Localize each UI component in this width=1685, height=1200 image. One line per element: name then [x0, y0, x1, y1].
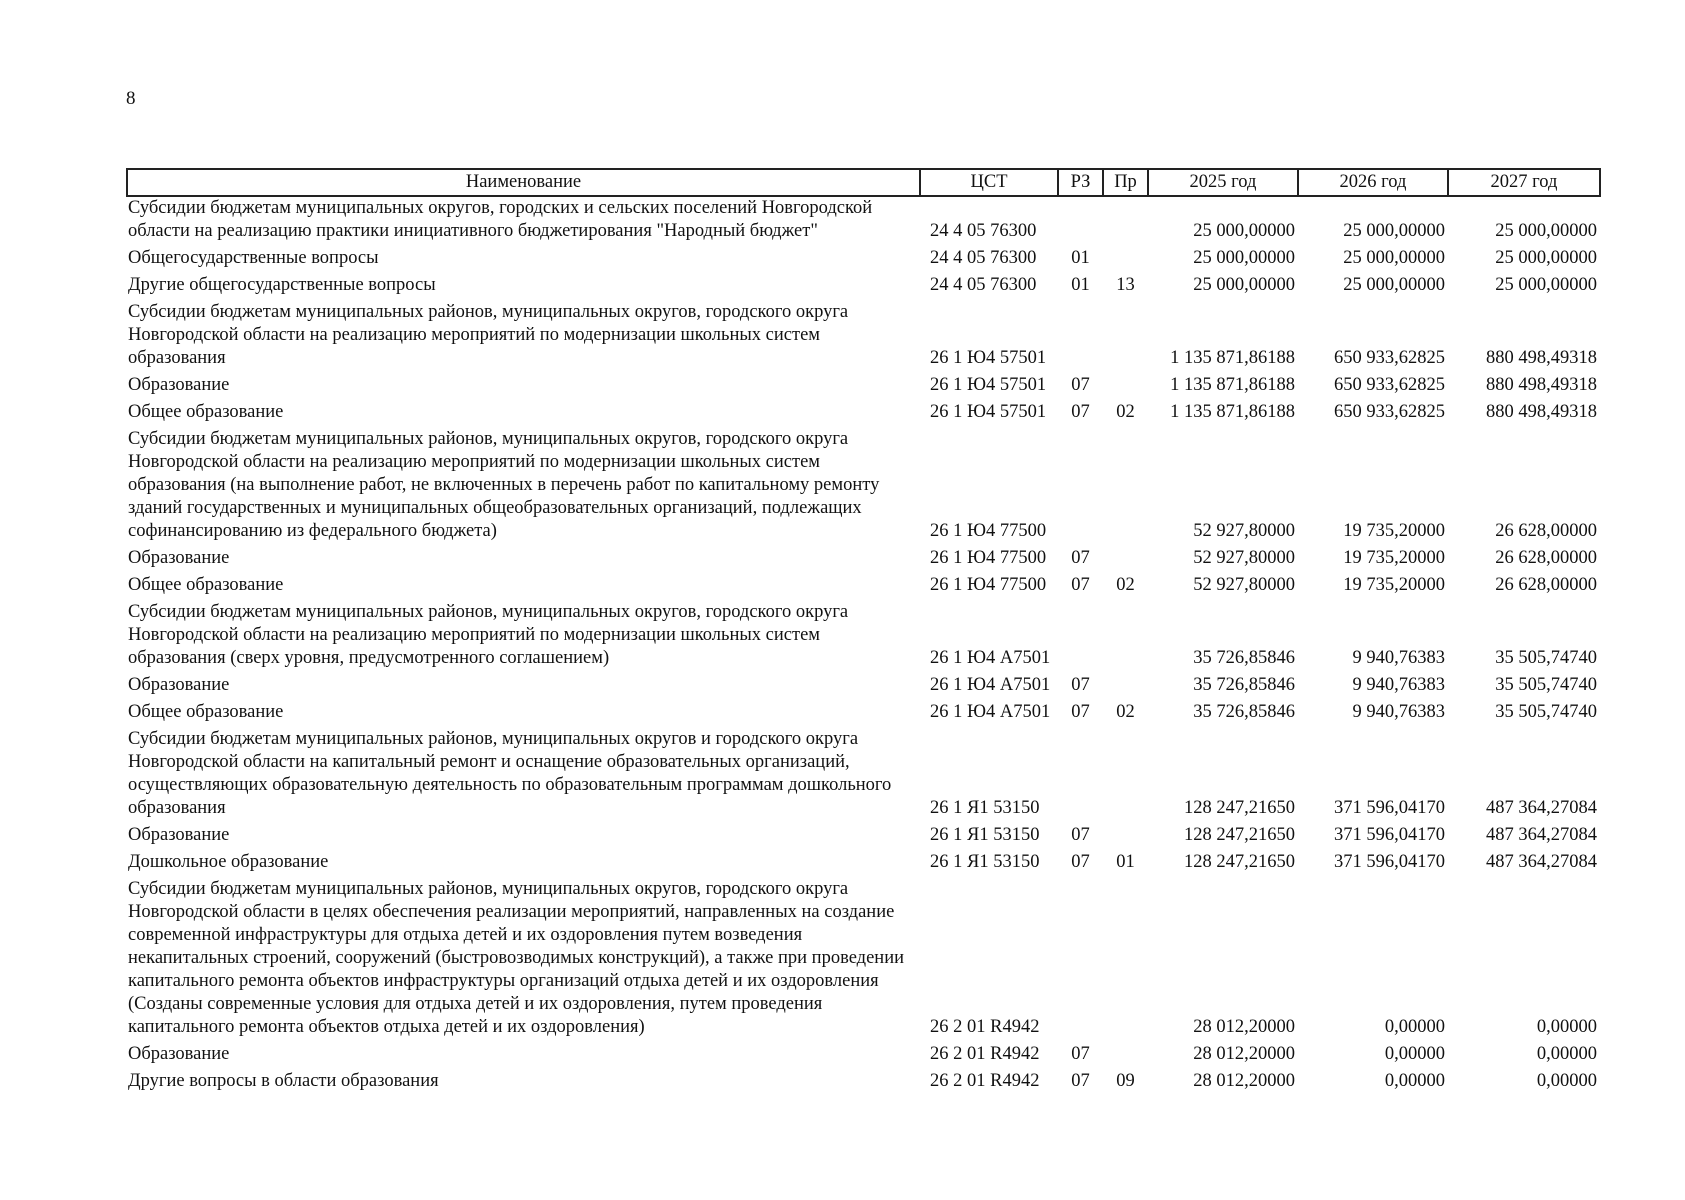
table-row: [127, 274, 1600, 301]
row-cst: 26 2 01 R4942: [930, 1071, 1040, 1091]
row-rz: 07: [1071, 1044, 1090, 1064]
row-2026: 25 000,00000: [1343, 221, 1445, 241]
row-pr: [1103, 247, 1148, 274]
row-2027: 880 498,49318: [1486, 348, 1597, 368]
row-2026: 650 933,62825: [1334, 375, 1445, 395]
row-rz: 07: [1071, 825, 1090, 845]
row-name: Субсидии бюджетам муниципальных районов, муниципальных округов, городского округа Новгородской области на реализацию мероприятий по модернизации школьных систем образования: [128, 302, 849, 368]
row-2027: 25 000,00000: [1495, 275, 1597, 295]
row-rz: 01: [1071, 275, 1090, 295]
row-pr: [1103, 547, 1148, 574]
table-row: [127, 701, 1600, 728]
row-2025: 1 135 871,86188: [1170, 348, 1295, 368]
row-2025: 25 000,00000: [1193, 221, 1295, 241]
row-name: Общее образование: [128, 402, 284, 422]
row-pr: 02: [1116, 702, 1135, 722]
table-row: [127, 601, 1600, 674]
row-pr: 01: [1116, 852, 1135, 872]
row-name: Образование: [128, 825, 230, 845]
table-body: [127, 196, 1600, 1097]
row-2025: 25 000,00000: [1193, 275, 1295, 295]
row-2026: 9 940,76383: [1352, 675, 1445, 695]
row-2027: 35 505,74740: [1495, 648, 1597, 668]
table-row: [127, 196, 1600, 247]
row-2025: 128 247,21650: [1184, 798, 1295, 818]
row-cst: 26 1 Ю4 57501: [930, 375, 1047, 395]
row-rz: [1058, 428, 1103, 547]
row-cst: 26 1 Ю4 А7501: [930, 648, 1051, 668]
row-name: Другие вопросы в области образования: [128, 1071, 439, 1091]
table-row: [127, 1043, 1600, 1070]
row-2026: 19 735,20000: [1343, 521, 1445, 541]
row-rz: 07: [1071, 402, 1090, 422]
row-2026: 650 933,62825: [1334, 402, 1445, 422]
table-row: [127, 728, 1600, 824]
row-cst: 26 2 01 R4942: [930, 1017, 1040, 1037]
row-cst: 26 1 Ю4 57501: [930, 348, 1047, 368]
row-2027: 880 498,49318: [1486, 375, 1597, 395]
row-rz: 07: [1071, 852, 1090, 872]
row-pr: [1103, 601, 1148, 674]
header-rz: РЗ: [1058, 169, 1103, 196]
row-2025: 28 012,20000: [1193, 1017, 1295, 1037]
row-2027: 35 505,74740: [1495, 675, 1597, 695]
table-header: [127, 169, 1600, 196]
table-row: [127, 547, 1600, 574]
row-name: Образование: [128, 675, 230, 695]
row-cst: 26 1 Ю4 77500: [930, 521, 1047, 541]
row-cst: 26 1 Ю4 А7501: [930, 675, 1051, 695]
row-2026: 371 596,04170: [1334, 852, 1445, 872]
row-rz: [1058, 196, 1103, 247]
row-2026: 9 940,76383: [1352, 648, 1445, 668]
page-number: 8: [126, 88, 136, 109]
row-rz: 07: [1071, 1071, 1090, 1091]
row-rz: [1058, 728, 1103, 824]
row-name: Общее образование: [128, 702, 284, 722]
row-2025: 52 927,80000: [1193, 575, 1295, 595]
row-2027: 0,00000: [1536, 1071, 1597, 1091]
row-2025: 25 000,00000: [1193, 248, 1295, 268]
row-cst: 24 4 05 76300: [930, 275, 1037, 295]
row-pr: [1103, 674, 1148, 701]
row-name: Субсидии бюджетам муниципальных районов, муниципальных округов, городского округа Новгородской области на реализацию мероприятий по модернизации школьных систем образования (на выполнение работ, не включенных в перечень работ по капитальному ремонту зданий государственных и муниципальных общеобразовательных организаций, подлежащих софинансированию из федерального бюджета): [128, 429, 880, 541]
row-2027: 487 364,27084: [1486, 825, 1597, 845]
row-name: Общее образование: [128, 575, 284, 595]
row-2025: 35 726,85846: [1193, 675, 1295, 695]
row-2026: 371 596,04170: [1334, 825, 1445, 845]
row-2025: 52 927,80000: [1193, 548, 1295, 568]
row-2027: 25 000,00000: [1495, 221, 1597, 241]
row-2027: 26 628,00000: [1495, 548, 1597, 568]
row-rz: 07: [1071, 375, 1090, 395]
row-pr: 02: [1116, 402, 1135, 422]
row-2026: 25 000,00000: [1343, 248, 1445, 268]
row-2025: 128 247,21650: [1184, 852, 1295, 872]
row-2027: 26 628,00000: [1495, 575, 1597, 595]
row-cst: 26 1 Я1 53150: [930, 852, 1040, 872]
row-name: Другие общегосударственные вопросы: [128, 275, 436, 295]
row-name: Субсидии бюджетам муниципальных округов, городских и сельских поселений Новгородской области на реализацию практики инициативного бюджетирования "Народный бюджет": [128, 198, 873, 241]
row-pr: [1103, 878, 1148, 1043]
row-pr: [1103, 196, 1148, 247]
header-pr: Пр: [1103, 169, 1148, 196]
row-2027: 487 364,27084: [1486, 852, 1597, 872]
row-rz: 07: [1071, 675, 1090, 695]
header-2025: 2025 год: [1148, 169, 1298, 196]
row-rz: [1058, 601, 1103, 674]
row-cst: 26 2 01 R4942: [930, 1044, 1040, 1064]
row-cst: 26 1 Ю4 А7501: [930, 702, 1051, 722]
row-2025: 28 012,20000: [1193, 1044, 1295, 1064]
row-name: Образование: [128, 1044, 230, 1064]
table-row: [127, 301, 1600, 374]
row-2027: 880 498,49318: [1486, 402, 1597, 422]
row-cst: 26 1 Я1 53150: [930, 825, 1040, 845]
row-2025: 1 135 871,86188: [1170, 402, 1295, 422]
row-2026: 0,00000: [1384, 1017, 1445, 1037]
header-2027: 2027 год: [1448, 169, 1600, 196]
row-2026: 9 940,76383: [1352, 702, 1445, 722]
row-pr: 13: [1116, 275, 1135, 295]
row-pr: [1103, 728, 1148, 824]
row-pr: [1103, 374, 1148, 401]
row-2027: 0,00000: [1536, 1017, 1597, 1037]
row-name: Дошкольное образование: [128, 852, 329, 872]
row-name: Образование: [128, 375, 230, 395]
budget-table: [126, 168, 1601, 1097]
table-row: [127, 374, 1600, 401]
row-pr: [1103, 824, 1148, 851]
row-2027: 35 505,74740: [1495, 702, 1597, 722]
row-name: Субсидии бюджетам муниципальных районов, муниципальных округов, городского округа Новгородской области на реализацию мероприятий по модернизации школьных систем образования (сверх уровня, предусмотренного соглашением): [128, 602, 849, 668]
row-2026: 0,00000: [1384, 1044, 1445, 1064]
row-cst: 24 4 05 76300: [930, 221, 1037, 241]
row-2025: 28 012,20000: [1193, 1071, 1295, 1091]
row-cst: 26 1 Ю4 77500: [930, 575, 1047, 595]
row-pr: 02: [1116, 575, 1135, 595]
row-2026: 25 000,00000: [1343, 275, 1445, 295]
row-2027: 26 628,00000: [1495, 521, 1597, 541]
row-2025: 1 135 871,86188: [1170, 375, 1295, 395]
row-2027: 0,00000: [1536, 1044, 1597, 1064]
table-row: [127, 247, 1600, 274]
row-2025: 35 726,85846: [1193, 648, 1295, 668]
row-cst: 26 1 Ю4 57501: [930, 402, 1047, 422]
row-name: Субсидии бюджетам муниципальных районов, муниципальных округов и городского округа Новгородской области на капитальный ремонт и оснащение образовательных организаций, осуществляющих образовательную деятельность по образовательным программам дошкольного образования: [128, 729, 892, 818]
row-cst: 26 1 Я1 53150: [930, 798, 1040, 818]
row-2025: 128 247,21650: [1184, 825, 1295, 845]
row-pr: [1103, 301, 1148, 374]
header-2026: 2026 год: [1298, 169, 1448, 196]
row-2026: 650 933,62825: [1334, 348, 1445, 368]
header-name: Наименование: [127, 169, 920, 196]
row-rz: 01: [1071, 248, 1090, 268]
table-row: [127, 851, 1600, 878]
row-rz: [1058, 301, 1103, 374]
row-name: Общегосударственные вопросы: [128, 248, 379, 268]
row-2027: 25 000,00000: [1495, 248, 1597, 268]
row-2026: 0,00000: [1384, 1071, 1445, 1091]
row-cst: 24 4 05 76300: [930, 248, 1037, 268]
row-rz: 07: [1071, 702, 1090, 722]
table-row: [127, 1070, 1600, 1097]
row-2026: 19 735,20000: [1343, 548, 1445, 568]
row-2025: 35 726,85846: [1193, 702, 1295, 722]
row-name: Субсидии бюджетам муниципальных районов, муниципальных округов, городского округа Новгородской области в целях обеспечения реализации мероприятий, направленных на создание современной инфраструктуры для отдыха детей и их оздоровления путем возведения некапитальных строений, сооружений (быстровозводимых конструкций), а также при проведении капитального ремонта объектов инфраструктуры организаций отдыха детей и их оздоровления (Созданы современные условия для отдыха детей и их оздоровления, путем проведения капитального ремонта объектов отдыха детей и их оздоровления): [128, 879, 904, 1037]
row-name: Образование: [128, 548, 230, 568]
table-row: [127, 878, 1600, 1043]
header-cst: ЦСТ: [920, 169, 1058, 196]
row-2026: 19 735,20000: [1343, 575, 1445, 595]
row-pr: 09: [1116, 1071, 1135, 1091]
table-row: [127, 401, 1600, 428]
row-cst: 26 1 Ю4 77500: [930, 548, 1047, 568]
row-rz: 07: [1071, 548, 1090, 568]
row-2025: 52 927,80000: [1193, 521, 1295, 541]
row-rz: 07: [1071, 575, 1090, 595]
table-row: [127, 674, 1600, 701]
row-pr: [1103, 428, 1148, 547]
table-row: [127, 824, 1600, 851]
table-row: [127, 428, 1600, 547]
row-pr: [1103, 1043, 1148, 1070]
row-rz: [1058, 878, 1103, 1043]
row-2026: 371 596,04170: [1334, 798, 1445, 818]
table-row: [127, 574, 1600, 601]
row-2027: 487 364,27084: [1486, 798, 1597, 818]
